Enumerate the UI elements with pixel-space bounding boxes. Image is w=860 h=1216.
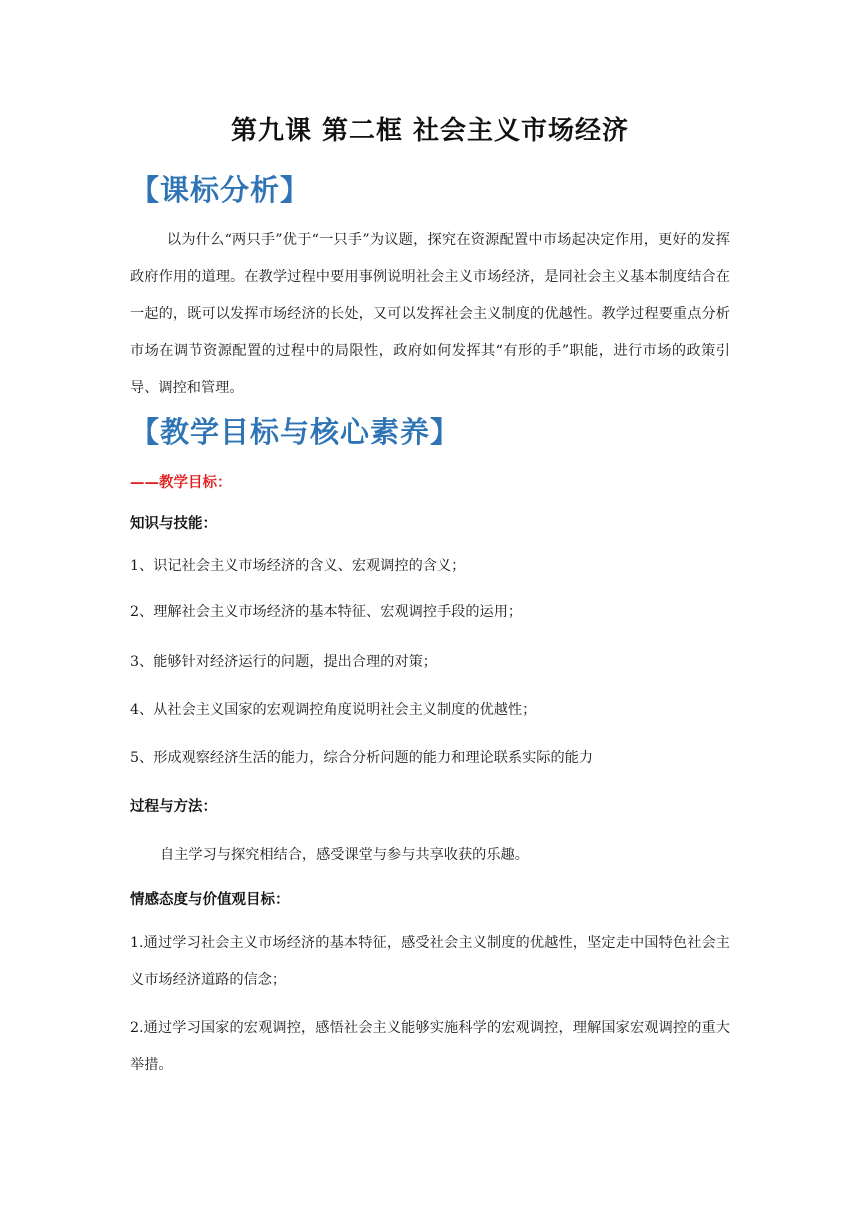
knowledge-item: 4、从社会主义国家的宏观调控角度说明社会主义制度的优越性； <box>130 702 537 718</box>
emotion-item: 1.通过学习社会主义市场经济的基本特征，感受社会主义制度的优越性，坚定走中国特色社会主义市场经济道路的信念； <box>130 935 730 988</box>
section-heading-curriculum-analysis: 【课标分析】 <box>130 173 311 207</box>
knowledge-item: 1、识记社会主义市场经济的含义、宏观调控的含义； <box>130 558 466 574</box>
section-heading-teaching-goals: 【教学目标与核心素养】 <box>130 415 461 449</box>
knowledge-item: 2、理解社会主义市场经济的基本特征、宏观调控手段的运用； <box>130 604 523 620</box>
knowledge-item: 3、能够针对经济运行的问题，提出合理的对策； <box>130 654 437 670</box>
process-methods-text: 自主学习与探究相结合，感受课堂与参与共享收获的乐趣。 <box>160 847 529 863</box>
knowledge-item: 5、形成观察经济生活的能力，综合分析问题的能力和理论联系实际的能力 <box>130 750 594 766</box>
process-methods-label: 过程与方法： <box>130 799 217 815</box>
teaching-goal-label: ——教学目标： <box>130 475 232 491</box>
curriculum-analysis-paragraph: 以为什么“两只手”优于“一只手”为议题，探究在资源配置中市场起决定作用，更好的发挥政府作用的道理。在教学过程中要用事例说明社会主义市场经济，是同社会主义基本制度结合在一起的，既可以发挥市场经济的长处，又可以发挥社会主义制度的优越性。教学过程要重点分析市场在调节资源配置的过程中的局限性，政府如何发挥其“有形的手”职能，进行市场的政策引导、调控和管理。 <box>130 232 730 396</box>
emotion-values-label: 情感态度与价值观目标： <box>130 892 290 908</box>
document-title: 第九课 第二框 社会主义市场经济 <box>230 116 630 146</box>
knowledge-skills-label: 知识与技能： <box>130 516 217 532</box>
emotion-item: 2.通过学习国家的宏观调控，感悟社会主义能够实施科学的宏观调控，理解国家宏观调控的重大举措。 <box>130 1020 730 1073</box>
